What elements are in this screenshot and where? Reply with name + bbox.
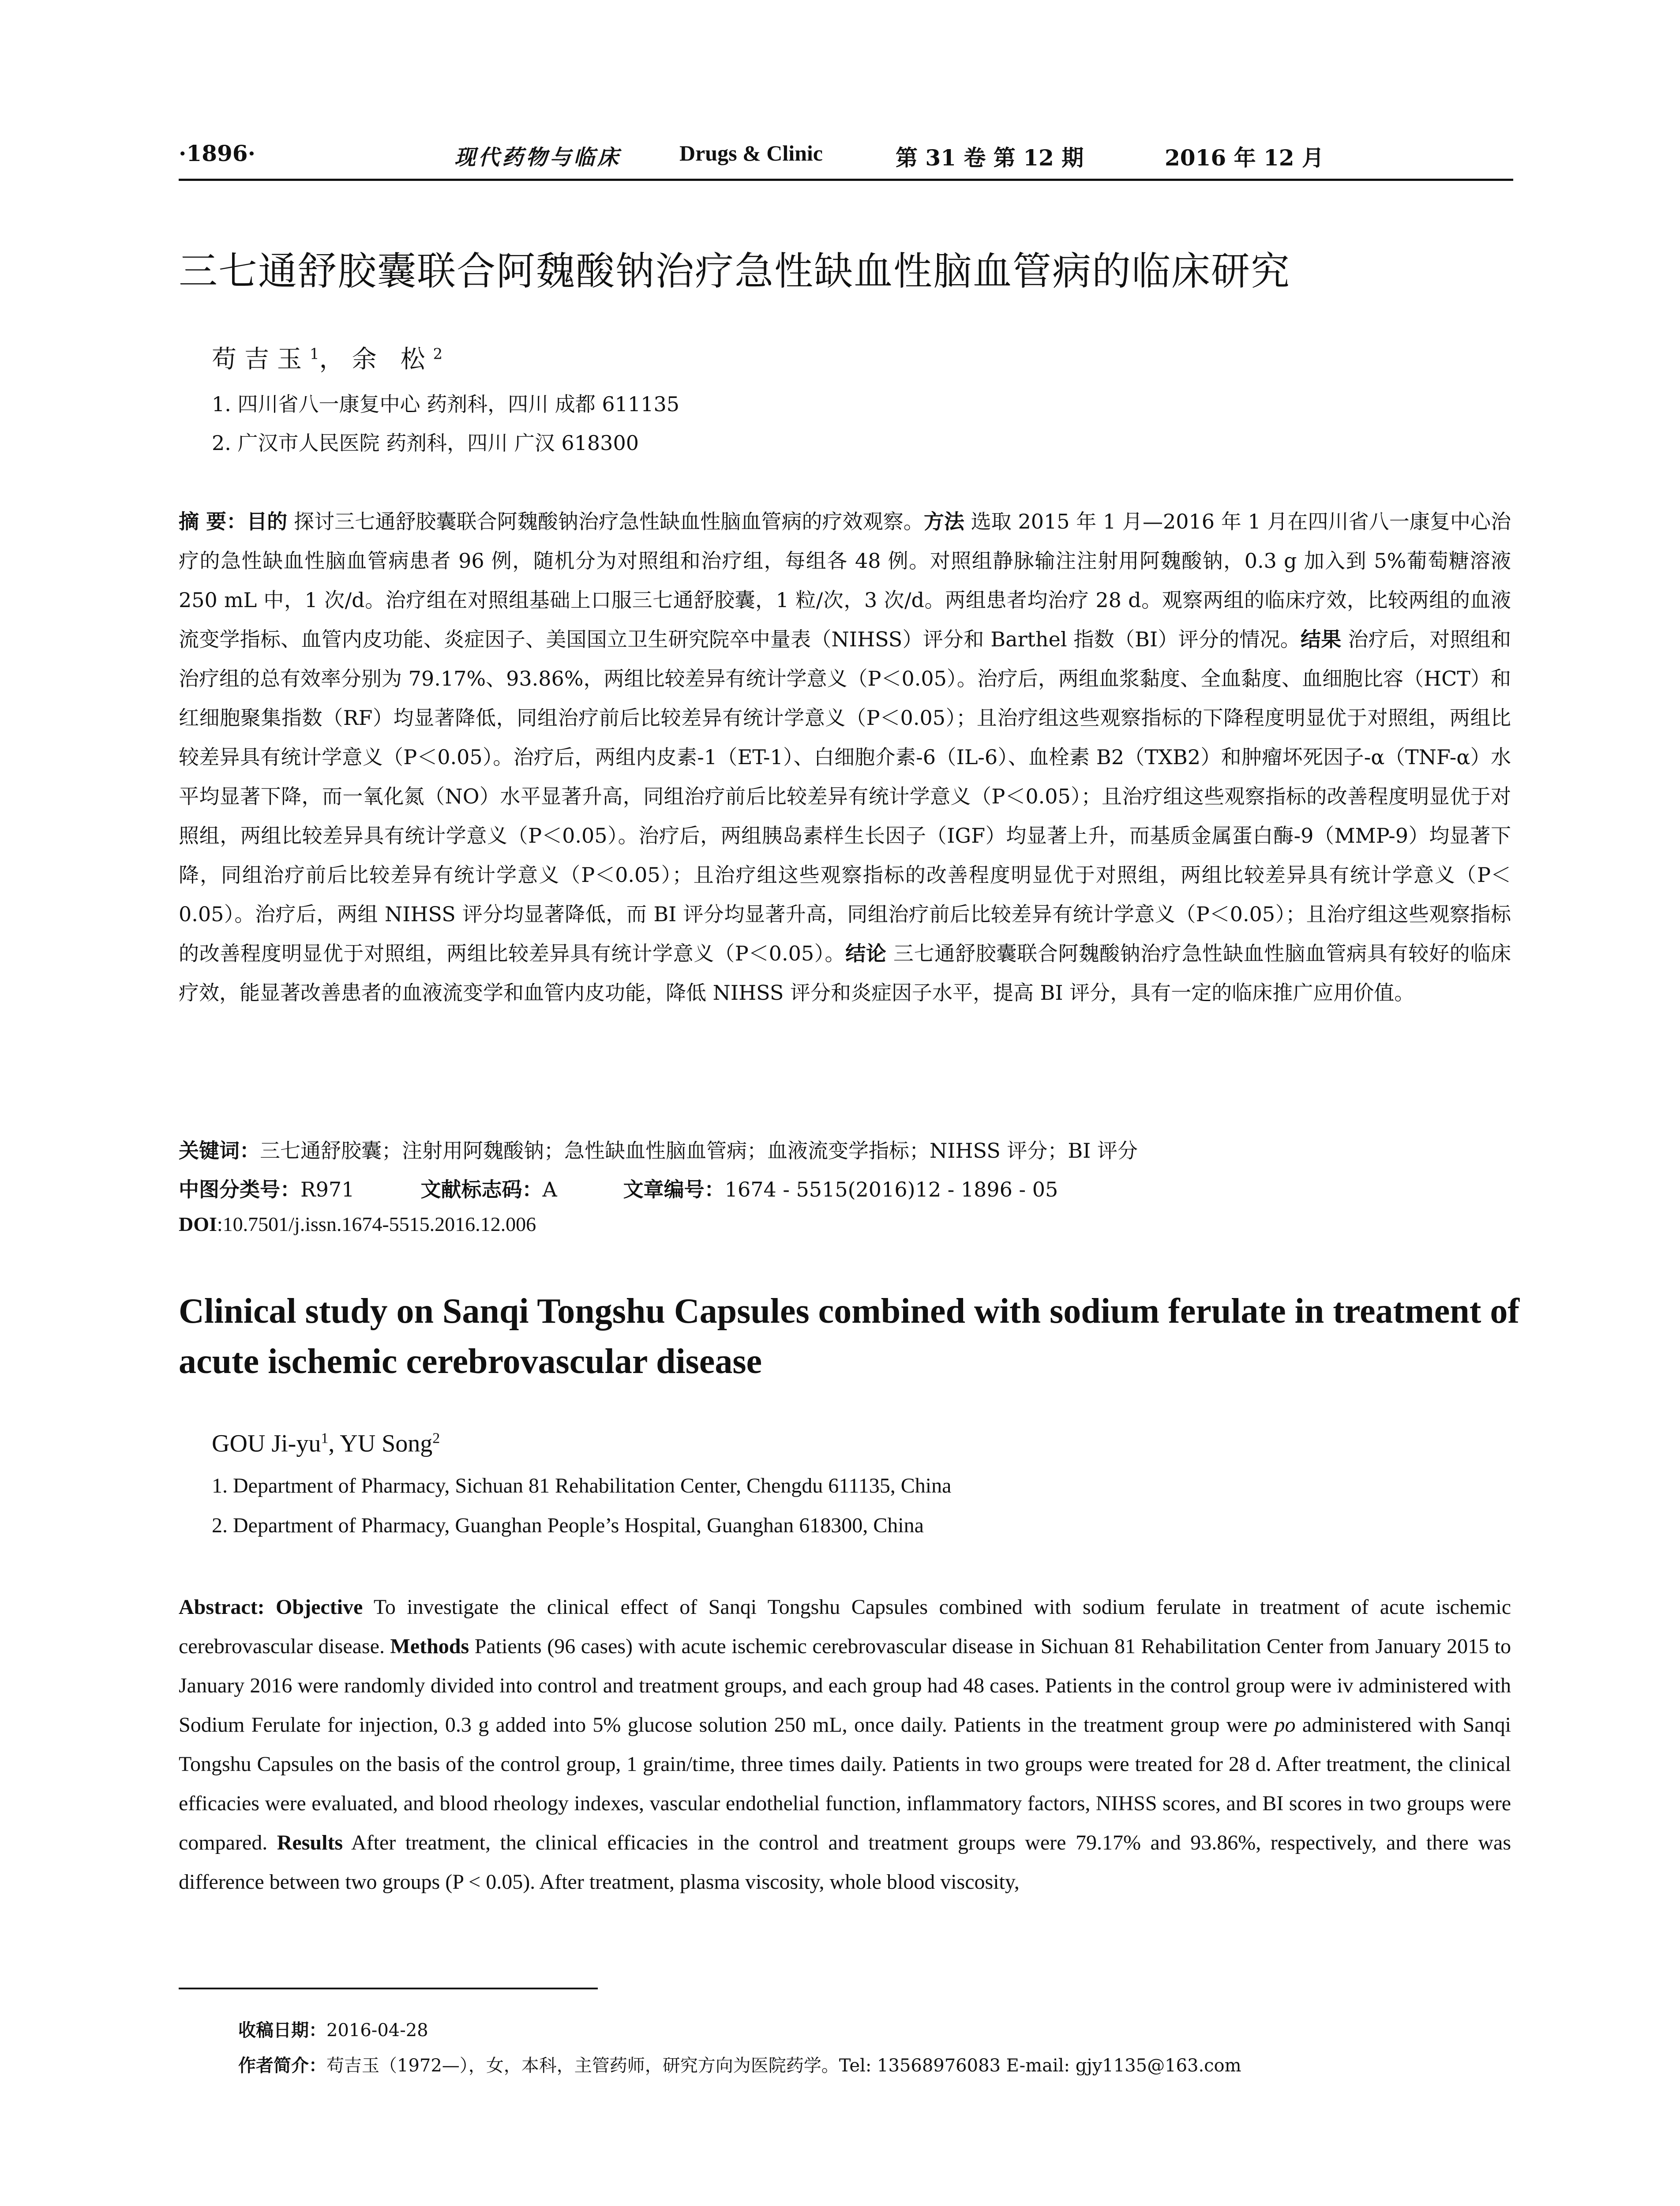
keywords-cn (179, 1135, 1138, 1164)
affiliation-2-en: 2. Department of Pharmacy, Guanghan People’s Hospital, Guanghan 618300, China (212, 1514, 924, 1537)
results-text-en: After treatment, the clinical efficacies in the control and treatment groups were 79.17% and 93.86%, respectively, and there was difference between two groups (P < 0.05). After treatment, plasma viscosity, whole blood viscosity, (179, 1831, 1511, 1894)
results-label-en: Results (277, 1831, 343, 1854)
classification-line (179, 1174, 1058, 1203)
author-1-en-sup: 1 (321, 1430, 329, 1447)
authors-en (212, 1429, 440, 1458)
title-cn: 三七通舒胶囊联合阿魏酸钠治疗急性缺血性脑血管病的临床研究 (179, 248, 1291, 294)
abstract-label-en: Abstract: Objective (179, 1595, 363, 1619)
volume-issue: 第 31 卷 第 12 期 (896, 145, 1084, 171)
bio-text: 苟吉玉（1972—），女，本科，主管药师，研究方向为医院药学。Tel: 13568976083 E-mail: gjy1135@163.com (326, 2056, 1241, 2076)
journal-name-cn: 现代药物与临床 (454, 145, 622, 170)
affiliation-1-cn: 1. 四川省八一康复中心 药剂科，四川 成都 611135 (212, 392, 679, 416)
article-number-label: 文章编号： (623, 1178, 725, 1201)
author-2-sup: 2 (433, 345, 443, 363)
abstract-en (179, 1587, 1511, 1902)
methods-label-en: Methods (390, 1635, 469, 1658)
author-1-sup: 1 (310, 345, 319, 363)
title-en: Clinical study on Sanqi Tongshu Capsules combined with sodium ferulate in treatment of acute ischemic cerebrovascular disease (179, 1292, 1520, 1381)
bio-label: 作者简介： (238, 2056, 326, 2076)
page-number: ·1896· (179, 140, 255, 166)
methods-po: po (1274, 1713, 1296, 1737)
methods-text-en-2: administered with Sanqi Tongshu Capsules on the basis of the control group, 1 grain/time, three times daily. Patients in two groups were treated for 28 d. After treatment, the clinical efficacies were evaluated, and blood rheology indexes, vascular endothelial function, inflammatory factors, NIHSS scores, and BI scores in two groups were compared. (179, 1713, 1511, 1854)
keywords-label-cn: 关键词： (179, 1139, 260, 1163)
footnote-rule (179, 1988, 598, 1989)
clc-label: 中图分类号： (179, 1178, 300, 1201)
footnote-author-bio (238, 2052, 1241, 2077)
clc-value: R971 (300, 1178, 355, 1201)
received-date: 2016-04-28 (326, 2020, 428, 2041)
methods-label-cn: 方法 (923, 510, 964, 533)
conclusion-label-cn: 结论 (845, 942, 887, 965)
objective-text-en: To investigate the clinical effect of Sanqi Tongshu Capsules combined with sodium ferulate in treatment of acute ischemic cerebrovascular disease. (179, 1595, 1511, 1658)
objective-label-cn: 目的 (247, 510, 288, 533)
article-number-value: 1674 - 5515(2016)12 - 1896 - 05 (724, 1178, 1058, 1201)
author-2-cn: 余 松 (352, 345, 433, 374)
authors-cn (212, 340, 442, 375)
author-1-en: GOU Ji-yu (212, 1430, 321, 1457)
objective-text-cn: 探讨三七通舒胶囊联合阿魏酸钠治疗急性缺血性脑血管病的疗效观察。 (287, 510, 924, 533)
received-label: 收稿日期： (238, 2020, 326, 2041)
results-text-cn: 治疗后，对照组和治疗组的总有效率分别为 79.17%、93.86%，两组比较差异有统计学意义（P＜0.05）。治疗后，两组血浆黏度、全血黏度、血细胞比容（HCT）和红细胞聚集指数（RF）均显著降低，同组治疗前后比较差异有统计学意义（P＜0.05）；且治疗组这些观察指标的下降程度明显优于对照组，两组比较差异具有统计学意义（P＜0.05）。治疗后，两组内皮素-1（ET-1）、白细胞介素-6（IL-6）、血栓素 B2（TXB2）和肿瘤坏死因子-α（TNF-α）水平均显著下降，而一氧化氮（NO）水平显著升高，同组治疗前后比较差异有统计学意义（P＜0.05）；且治疗组这些观察指标的改善程度明显优于对照组，两组比较差异具有统计学意义（P＜0.05）。治疗后，两组胰岛素样生长因子（IGF）均显著上升，而基质金属蛋白酶-9（MMP-9）均显著下降，同组治疗前后比较差异有统计学意义（P＜0.05）；且治疗组这些观察指标的改善程度明显优于对照组，两组比较差异具有统计学意义（P＜0.05）。治疗后，两组 NIHSS 评分均显著降低，而 BI 评分均显著升高，同组治疗前后比较差异有统计学意义（P＜0.05）；且治疗组这些观察指标的改善程度明显优于对照组，两组比较差异具有统计学意义（P＜0.05）。 (179, 627, 1511, 965)
document-code-value: A (542, 1178, 557, 1201)
header-rule (179, 179, 1513, 181)
journal-name-en: Drugs & Clinic (679, 141, 823, 165)
author-en-separator: , (328, 1430, 340, 1457)
doi-value: :10.7501/j.issn.1674-5515.2016.12.006 (217, 1213, 536, 1235)
author-2-en-sup: 2 (432, 1430, 440, 1447)
abstract-label-cn: 摘 要： (179, 510, 247, 533)
document-code-label: 文献标志码： (420, 1178, 543, 1201)
author-2-en: YU Song (340, 1430, 433, 1457)
results-label-cn: 结果 (1301, 627, 1342, 651)
affiliation-1-en: 1. Department of Pharmacy, Sichuan 81 Rehabilitation Center, Chengdu 611135, China (212, 1474, 952, 1497)
affiliation-2-cn: 2. 广汉市人民医院 药剂科，四川 广汉 618300 (212, 431, 639, 455)
keywords-text-cn: 三七通舒胶囊；注射用阿魏酸钠；急性缺血性脑血管病；血液流变学指标；NIHSS 评分；BI 评分 (260, 1139, 1138, 1163)
abstract-cn (179, 502, 1511, 1013)
doi-line (179, 1212, 536, 1236)
issue-date: 2016 年 12 月 (1165, 145, 1324, 171)
footnote-received (238, 2016, 428, 2041)
methods-text-en-1: Patients (96 cases) with acute ischemic cerebrovascular disease in Sichuan 81 Rehabilitation Center from January 2015 to January 2016 were randomly divided into control and treatment groups, and each group had 48 cases. Patients in the control group were iv administered with Sodium Ferulate for injection, 0.3 g added into 5% glucose solution 250 mL, once daily. Patients in the treatment group were (179, 1635, 1511, 1737)
author-1-cn: 苟吉玉 (212, 345, 310, 374)
doi-label: DOI (179, 1213, 217, 1235)
running-header (179, 140, 1513, 180)
methods-text-cn: 选取 2015 年 1 月—2016 年 1 月在四川省八一康复中心治疗的急性缺血性脑血管病患者 96 例，随机分为对照组和治疗组，每组各 48 例。对照组静脉输注注射用阿魏酸钠，0.3 g 加入到 5%葡萄糖溶液 250 mL 中，1 次/d。治疗组在对照组基础上口服三七通舒胶囊，1 粒/次，3 次/d。两组患者均治疗 28 d。观察两组的临床疗效，比较两组的血液流变学指标、血管内皮功能、炎症因子、美国国立卫生研究院卒中量表（NIHSS）评分和 Barthel 指数（BI）评分的情况。 (179, 510, 1511, 651)
author-separator: ， (319, 345, 352, 374)
conclusion-text-cn: 三七通舒胶囊联合阿魏酸钠治疗急性缺血性脑血管病具有较好的临床疗效，能显著改善患者的血液流变学和血管内皮功能，降低 NIHSS 评分和炎症因子水平，提高 BI 评分，具有一定的临床推广应用价值。 (179, 942, 1511, 1005)
